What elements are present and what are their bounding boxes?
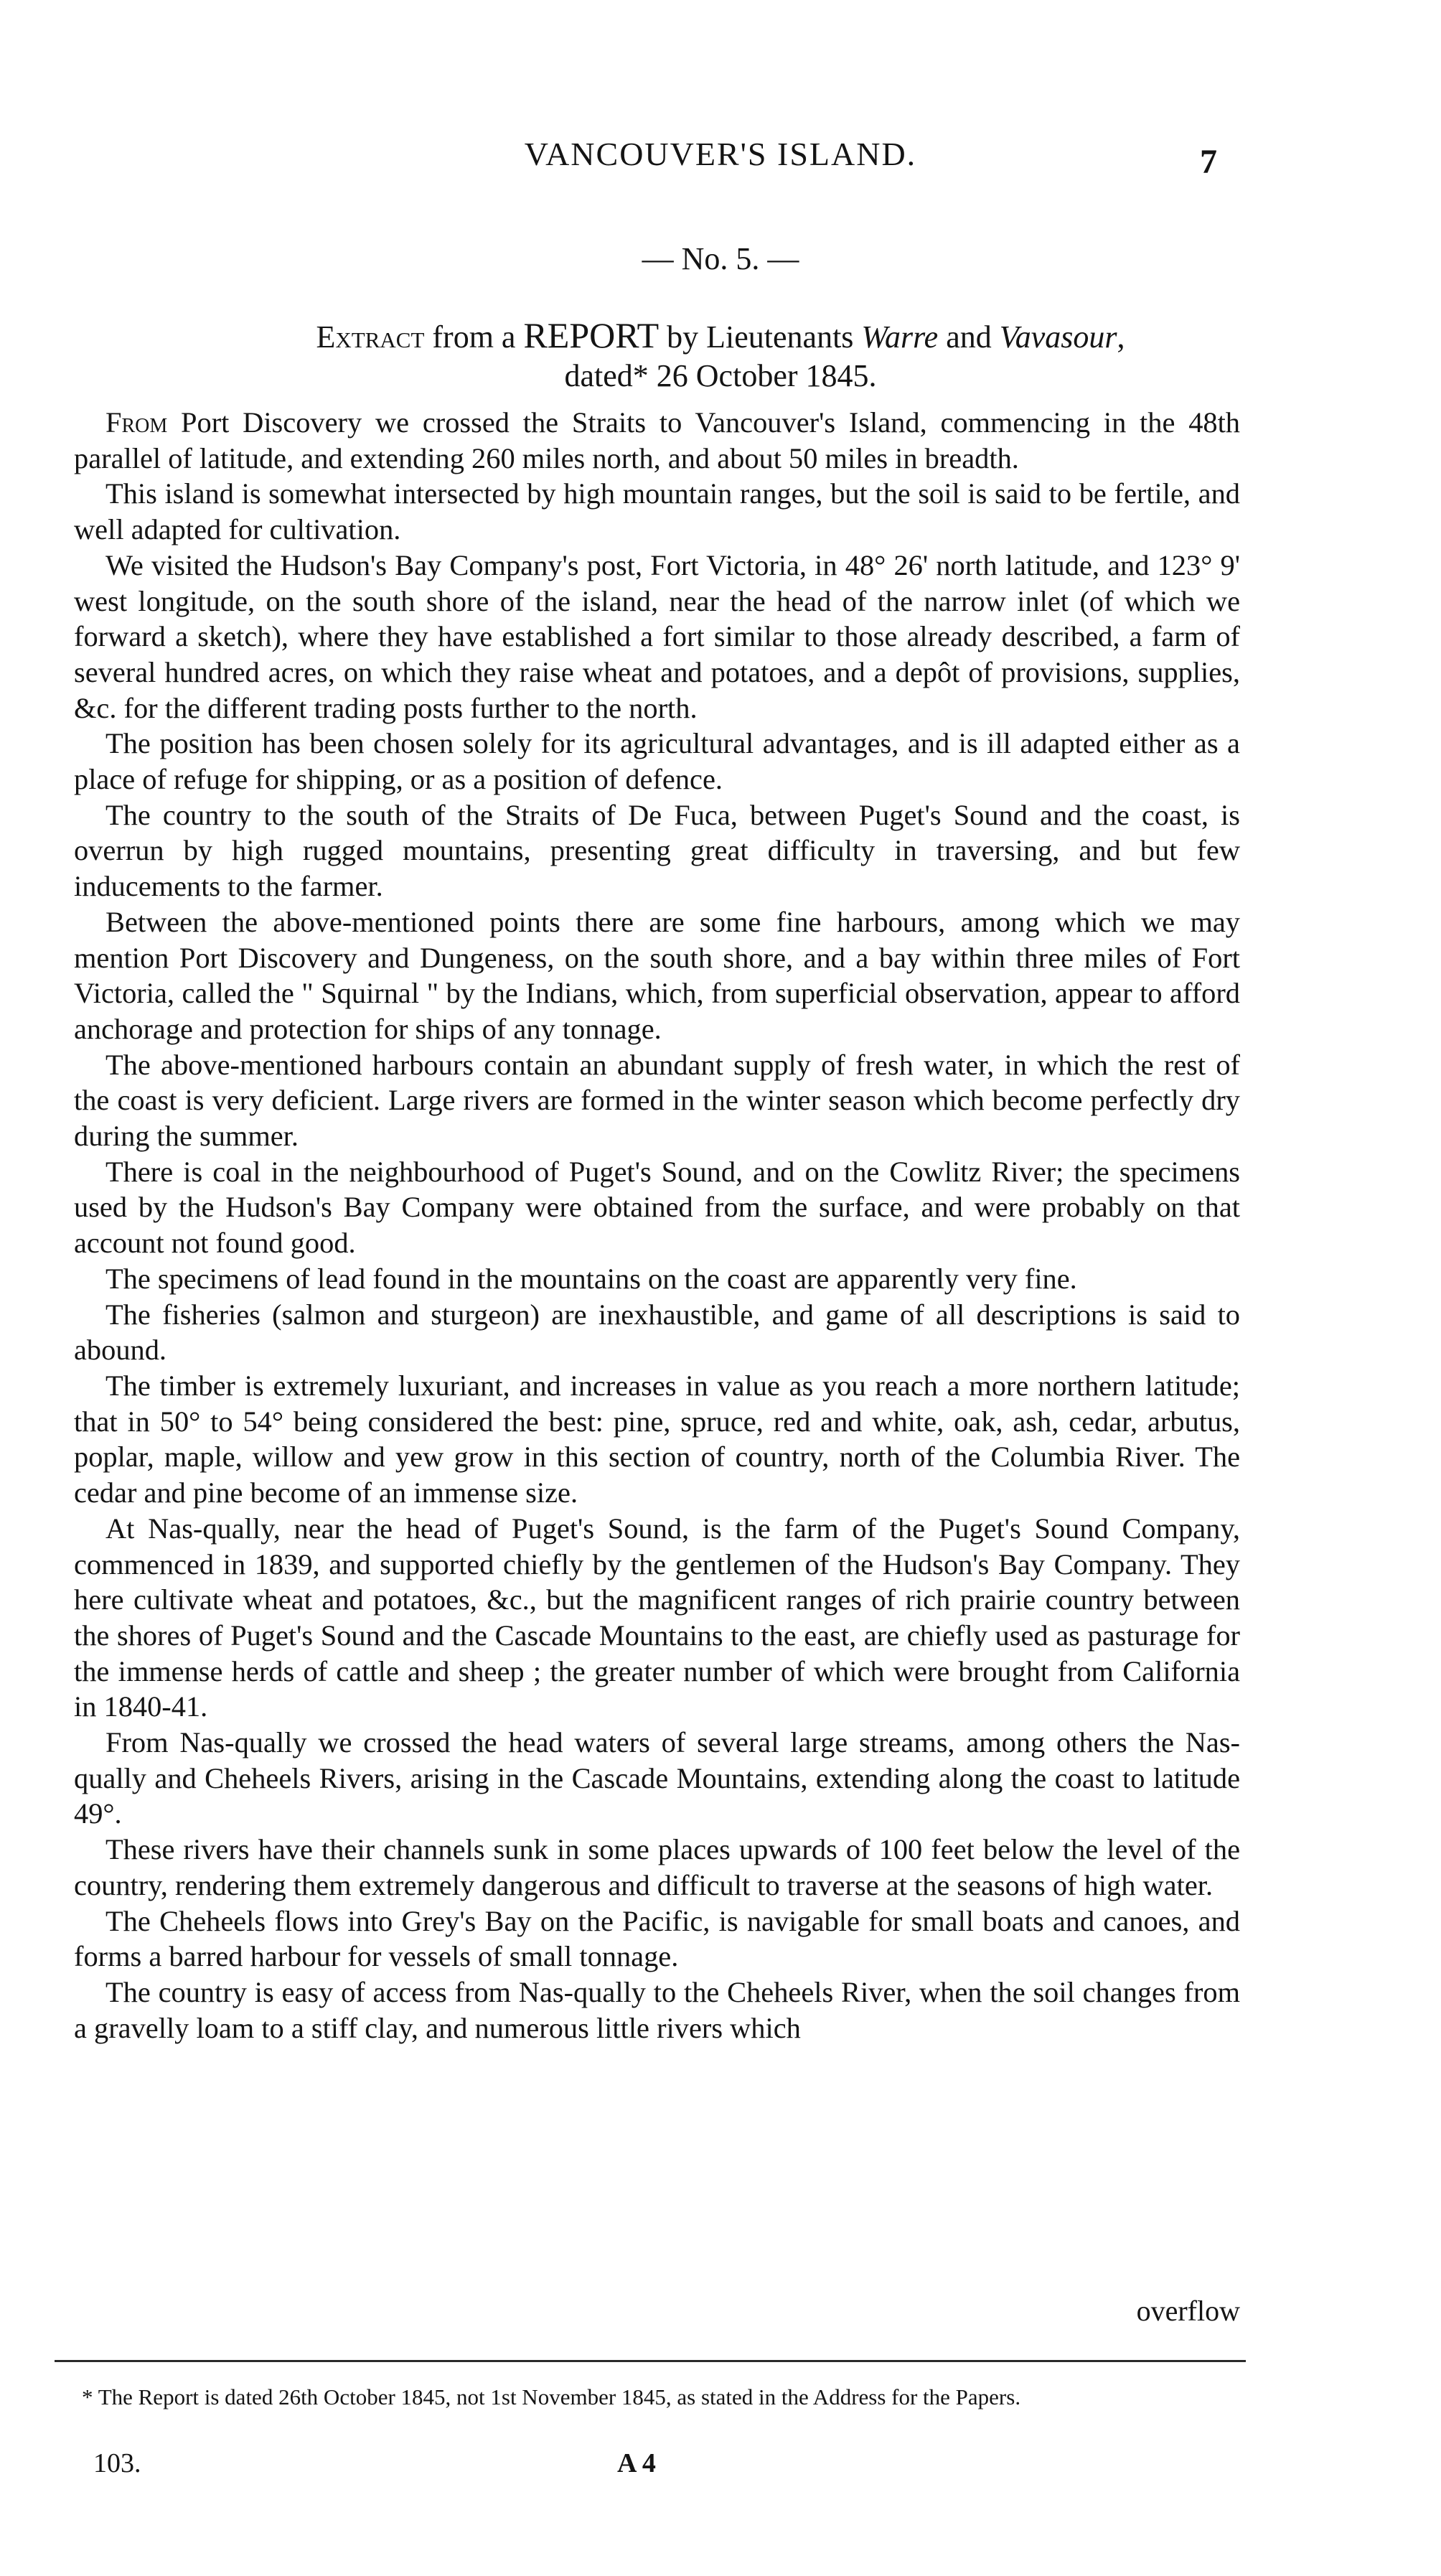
heading-and: and bbox=[938, 319, 1000, 355]
paragraph-13: From Nas-qually we crossed the head waters of several large streams, among others the Nas-qually and Cheheels Rivers, arising in the Cascade Mountains, extending along the coast to latitude 49°. bbox=[74, 1726, 1240, 1830]
paragraph-14: These rivers have their channels sunk in some places upwards of 100 feet below the level of the country, rendering them extremely dangerous and difficult to traverse at the seasons of high water. bbox=[74, 1833, 1240, 1901]
paragraph-5: The country to the south of the Straits of De Fuca, between Puget's Sound and the coast, is overrun by high rugged mountains, presenting great difficulty in traversing, and but few inducements to the farmer. bbox=[74, 798, 1240, 903]
paragraph-1-text: Port Discovery we crossed the Straits to Vancouver's Island, commencing in the 48th parallel of latitude, and extending 260 miles north, and about 50 miles in breadth. bbox=[74, 406, 1240, 474]
paragraph-3: We visited the Hudson's Bay Company's post, Fort Victoria, in 48° 26' north latitude, and 123° 9' west longitude, on the south shore of the island, near the head of the narrow inlet (of which we forward a sketch), where they have established a fort similar to those already described, a farm of several hundred acres, on which they raise wheat and potatoes, and a depôt of provisions, supplies, &c. for the different trading posts further to the north. bbox=[74, 548, 1240, 724]
heading-report: REPORT bbox=[523, 315, 660, 355]
heading-extract: Extract bbox=[316, 319, 425, 355]
left-mark: 103. bbox=[93, 2448, 141, 2478]
paragraph-11: The timber is extremely luxuriant, and increases in value as you reach a more northern latitude; that in 50° to 54° being considered the best: pine, spruce, red and white, oak, ash, cedar, arbutus, poplar, maple, willow and yew grow in this section of country, north of the Columbia River. The cedar and pine become of an immense size. bbox=[74, 1369, 1240, 1509]
running-head: VANCOUVER'S ISLAND. bbox=[524, 136, 917, 172]
paragraph-10: The fisheries (salmon and sturgeon) are inexhaustible, and game of all descriptions is said to abound. bbox=[74, 1298, 1240, 1367]
document-number: — No. 5. — bbox=[642, 241, 799, 276]
paragraph-12: At Nas-qually, near the head of Puget's Sound, is the farm of the Puget's Sound Company, commenced in 1839, and supported chiefly by the gentlemen of the Hudson's Bay Company. They here cultivate wheat and potatoes, &c., but the magnificent ranges of rich prairie country between the shores of Puget's Sound and the Cascade Mountains to the east, are chiefly used as pasturage for the immense herds of cattle and sheep ; the greater number of which were brought from California in 1840-41. bbox=[74, 1512, 1240, 1723]
paragraph-7: The above-mentioned harbours contain an abundant supply of fresh water, in which the rest of the coast is very deficient. Large rivers are formed in the winter season which become perfectly dry during the summer. bbox=[74, 1048, 1240, 1153]
paragraph-1 bbox=[74, 405, 1240, 476]
paragraph-4: The position has been chosen solely for its agricultural advantages, and is ill adapted either as a place of refuge for shipping, or as a position of defence. bbox=[74, 727, 1240, 796]
paragraph-8: There is coal in the neighbourhood of Puget's Sound, and on the Cowlitz River; the specimens used by the Hudson's Bay Company were obtained from the surface, and were probably on that account not found good. bbox=[74, 1155, 1240, 1260]
heading-comma: , bbox=[1117, 319, 1125, 355]
paragraph-2: This island is somewhat intersected by high mountain ranges, but the soil is said to be fertile, and well adapted for cultivation. bbox=[74, 477, 1240, 546]
heading-name-vavasour: Vavasour bbox=[999, 319, 1117, 355]
footnote-rule bbox=[55, 2360, 1246, 2362]
paragraph-1-lead: From bbox=[105, 406, 168, 439]
heading-by-lieutenants: by Lieutenants bbox=[659, 319, 862, 355]
body-text bbox=[74, 405, 1240, 2046]
document-heading bbox=[100, 316, 1341, 395]
paragraph-6: Between the above-mentioned points there are some fine harbours, among which we may mention Port Discovery and Dungeness, on the south shore, and a bay within three miles of Fort Victoria, called the " Squirnal " by the Indians, which, from superficial observation, appear to afford anchorage and protection for ships of any tonnage. bbox=[74, 905, 1240, 1045]
page-number: 7 bbox=[1200, 143, 1217, 181]
signature-mark: A 4 bbox=[617, 2448, 656, 2478]
paragraph-15: The Cheheels flows into Grey's Bay on the Pacific, is navigable for small boats and canoes, and forms a barred harbour for vessels of small tonnage. bbox=[74, 1904, 1240, 1973]
footnote: * The Report is dated 26th October 1845, not 1st November 1845, as stated in the Address for the Papers. bbox=[82, 2384, 1021, 2409]
heading-name-warre: Warre bbox=[861, 319, 939, 355]
heading-from-a: from a bbox=[424, 319, 524, 355]
heading-date: dated* 26 October 1845. bbox=[564, 358, 877, 393]
paragraph-16: The country is easy of access from Nas-qually to the Cheheels River, when the soil changes from a gravelly loam to a stiff clay, and numerous little rivers which bbox=[74, 1975, 1240, 2044]
paragraph-9: The specimens of lead found in the mountains on the coast are apparently very fine. bbox=[105, 1262, 1077, 1295]
catchword: overflow bbox=[1136, 2295, 1240, 2327]
